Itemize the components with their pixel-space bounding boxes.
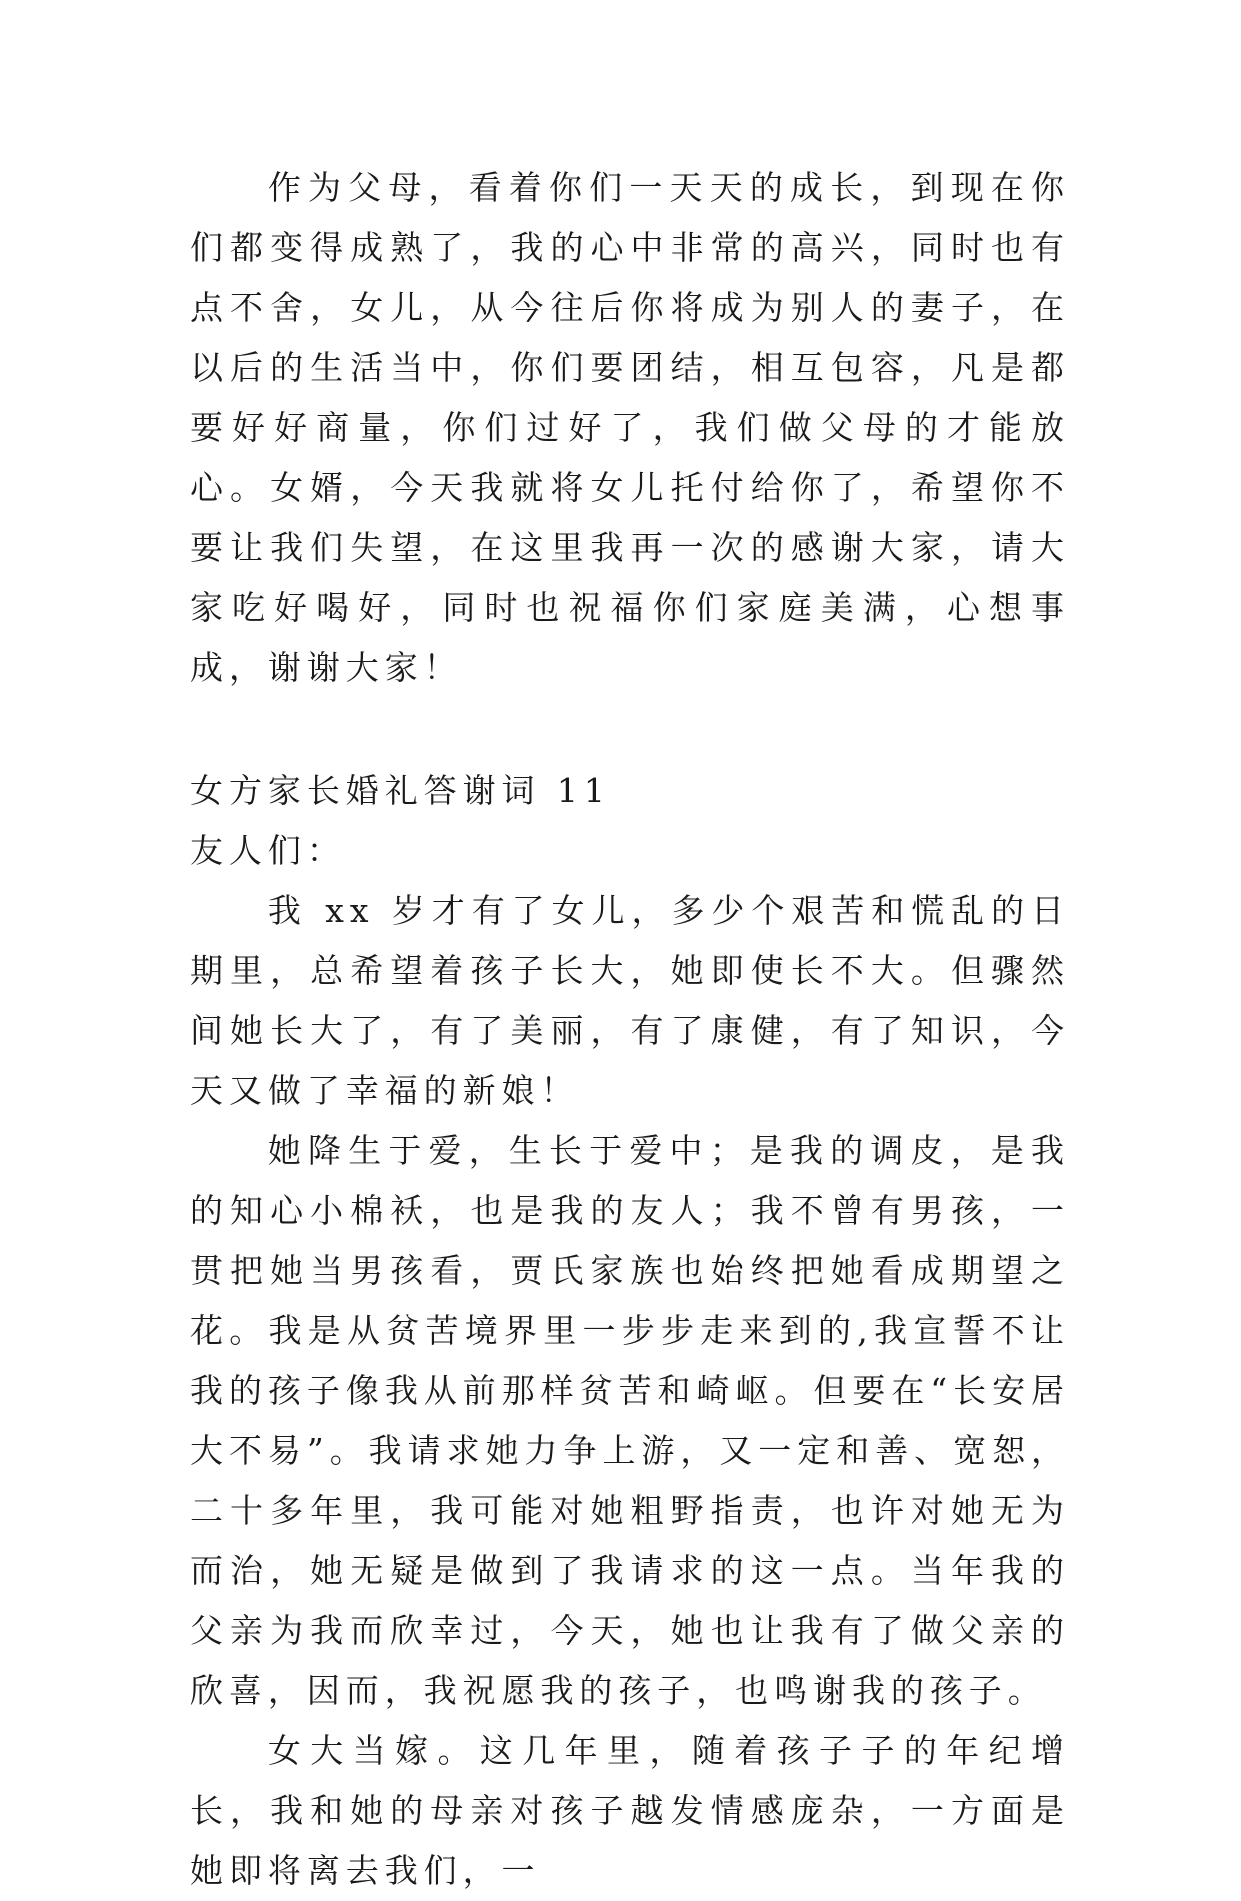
section-title: 女方家长婚礼答谢词 11 xyxy=(190,771,611,810)
paragraph-born-in-love: 她降生于爱，生长于爱中；是我的调皮，是我的知心小棉袄，也是我的友人；我不曾有男孩，一贯把她当男孩看，贾氏家族也始终把她看成期望之花。我是从贫苦境界里一步步走来到的,我宣誓不让我的孩子像我从前那样贫苦和崎岖。但要在“长安居大不易”。我请求她力争上游，又一定和善、宽恕，二十多年里，我可能对她粗野指责，也许对她无为而治，她无疑是做到了我请求的这一点。当年我的父亲为我而欣幸过，今天，她也让我有了做父亲的欣喜，因而，我祝愿我的孩子，也鸣谢我的孩子。 xyxy=(190,1131,1070,1710)
document-body xyxy=(190,158,1070,1901)
salutation: 友人们： xyxy=(190,831,346,870)
paragraph-parents-speech: 作为父母，看着你们一天天的成长，到现在你们都变得成熟了，我的心中非常的高兴，同时也有点不舍，女儿，从今往后你将成为别人的妻子，在以后的生活当中，你们要团结，相互包容，凡是都要好好商量，你们过好了，我们做父母的才能放心。女婿，今天我就将女儿托付给你了，希望你不要让我们失望，在这里我再一次的感谢大家，请大家吃好喝好，同时也祝福你们家庭美满，心想事成，谢谢大家！ xyxy=(190,168,1070,687)
paragraph-marriage-age: 女大当嫁。这几年里，随着孩子子的年纪增长，我和她的母亲对孩子越发情感庞杂，一方面是她即将离去我们，一 xyxy=(190,1731,1070,1890)
paragraph-daughter-growth: 我 xx 岁才有了女儿，多少个艰苦和慌乱的日期里，总希望着孩子长大，她即使长不大。但骤然间她长大了，有了美丽，有了康健，有了知识，今天又做了幸福的新娘！ xyxy=(190,891,1070,1110)
section-spacer xyxy=(190,698,1070,761)
